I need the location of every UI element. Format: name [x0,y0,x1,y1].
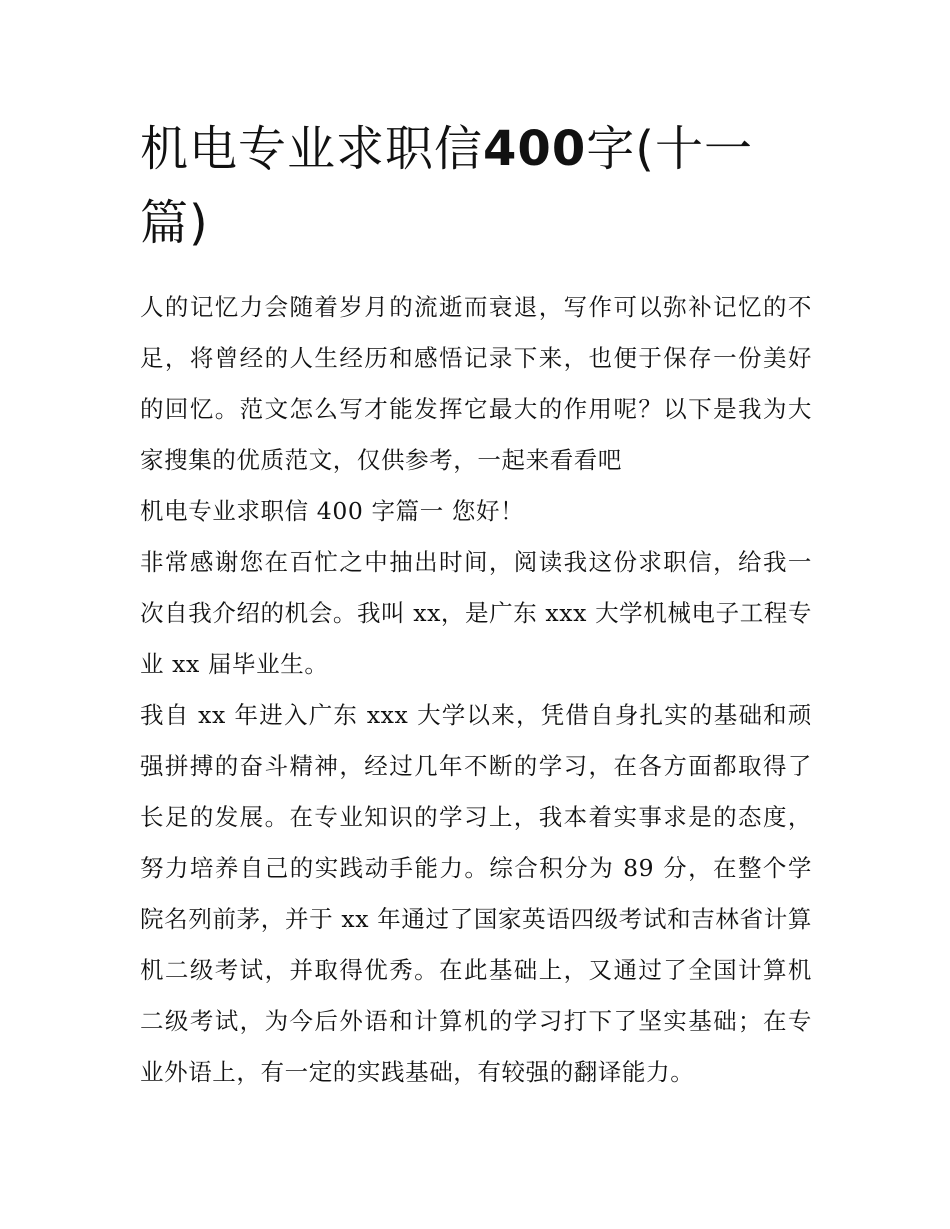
title-text-part-3: 篇) [140,195,209,251]
paragraph-experience: 我自 xx 年进入广东 xxx 大学以来，凭借自身扎实的基础和顽强拼搏的奋斗精神，经过几年不断的学习，在各方面都取得了长足的发展。在专业知识的学习上，我本着实事求是的态度，努力培养自己的实践动手能力。综合积分为 89 分，在整个学院名列前茅，并于 xx 年通过了国家英语四级考试和吉林省计算机二级考试，并取得优秀。在此基础上，又通过了全国计算机二级考试，为今后外语和计算机的学习打下了坚实基础；在专业外语上，有一定的实践基础，有较强的翻译能力。 [140,701,812,1086]
document-body [140,282,812,1098]
title-number: 400 [483,121,587,177]
title-text-part-1: 机电专业求职信 [140,121,484,177]
document-content [140,112,812,1098]
paragraph-heading-greeting: 机电专业求职信 400 字篇一 您好！ [140,497,525,525]
paragraph-intro: 人的记忆力会随着岁月的流逝而衰退，写作可以弥补记忆的不足，将曾经的人生经历和感悟记录下来，也便于保存一份美好的回忆。范文怎么写才能发挥它最大的作用呢？以下是我为大家搜集的优质范文，仅供参考，一起来看看吧 [140,293,812,474]
title-text-part-2: 字(十一 [586,121,753,177]
paragraph-thanks: 非常感谢您在百忙之中抽出时间，阅读我这份求职信，给我一次自我介绍的机会。我叫 xx，是广东 xxx 大学机械电子工程专业 xx 届毕业生。 [140,548,812,678]
document-title [140,112,780,260]
